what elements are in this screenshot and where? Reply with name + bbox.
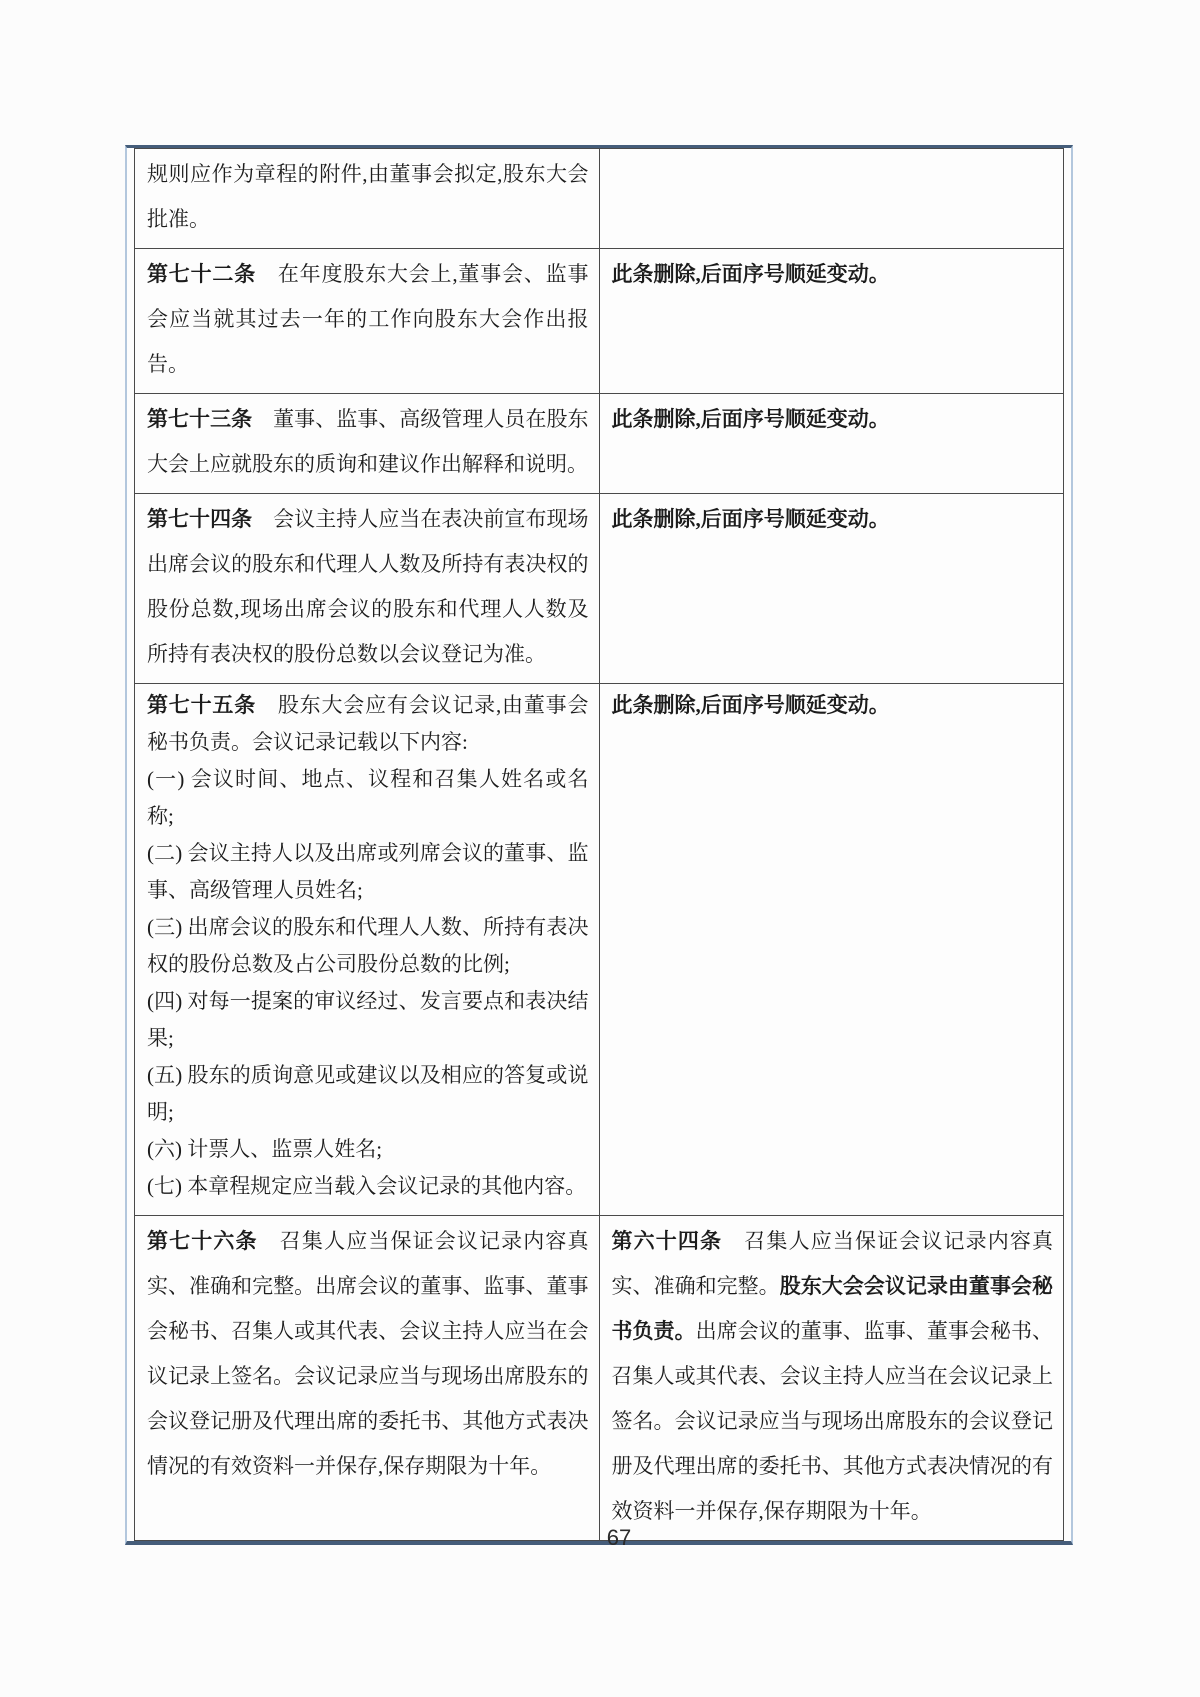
paragraph: 此条删除,后面序号顺延变动。: [611, 407, 890, 431]
paragraph: 第七十五条 股东大会应有会议记录,由董事会秘书负责。会议记录记载以下内容:: [147, 693, 589, 754]
paragraph: (七) 本章程规定应当载入会议记录的其他内容。: [147, 1174, 587, 1198]
comparison-table-frame: [125, 145, 1073, 1545]
paragraph: 第七十二条 在年度股东大会上,董事会、监事会应当就其过去一年的工作向股东大会作出报告。: [147, 262, 589, 376]
paragraph: 第七十六条 召集人应当保证会议记录内容真实、准确和完整。出席会议的董事、监事、董事会秘书、召集人或其代表、会议主持人应当在会议记录上签名。会议记录应当与现场出席股东的会议登记册及代理出席的委托书、其他方式表决情况的有效资料一并保存,保存期限为十年。: [147, 1229, 589, 1478]
amendment-note-cell: [599, 249, 1064, 394]
table-row: [135, 394, 1064, 494]
comparison-table: [134, 148, 1064, 1541]
table-row: [135, 1216, 1064, 1541]
table-row: [135, 149, 1064, 249]
paragraph: 此条删除,后面序号顺延变动。: [611, 507, 890, 531]
paragraph: 规则应作为章程的附件,由董事会拟定,股东大会批准。: [147, 162, 589, 231]
paragraph: (三) 出席会议的股东和代理人人数、所持有表决权的股份总数及占公司股份总数的比例;: [147, 915, 589, 976]
table-row: [135, 684, 1064, 1216]
original-article-cell: [135, 494, 600, 684]
paragraph: 此条删除,后面序号顺延变动。: [611, 693, 890, 717]
original-article-cell: [135, 1216, 600, 1541]
comparison-table-body: [135, 149, 1064, 1541]
original-article-cell: [135, 149, 600, 249]
paragraph: (五) 股东的质询意见或建议以及相应的答复或说明;: [147, 1063, 589, 1124]
paragraph: 此条删除,后面序号顺延变动。: [611, 262, 890, 286]
paragraph: (一) 会议时间、地点、议程和召集人姓名或名称;: [147, 767, 589, 828]
amendment-note-cell: [599, 394, 1064, 494]
amendment-note-cell: [599, 149, 1064, 249]
original-article-cell: [135, 684, 600, 1216]
amendment-note-cell: [599, 494, 1064, 684]
amendment-note-cell: [599, 684, 1064, 1216]
amendment-note-cell: [599, 1216, 1064, 1541]
original-article-cell: [135, 394, 600, 494]
paragraph: 第七十三条 董事、监事、高级管理人员在股东大会上应就股东的质询和建议作出解释和说明。: [147, 407, 589, 476]
page-number: 67: [606, 1525, 632, 1550]
paragraph: 第六十四条 召集人应当保证会议记录内容真实、准确和完整。股东大会会议记录由董事会秘书负责。出席会议的董事、监事、董事会秘书、召集人或其代表、会议主持人应当在会议记录上签名。会议记录应当与现场出席股东的会议登记册及代理出席的委托书、其他方式表决情况的有效资料一并保存,保存期限为十年。: [611, 1229, 1054, 1523]
paragraph: (六) 计票人、监票人姓名;: [147, 1137, 383, 1161]
paragraph: 第七十四条 会议主持人应当在表决前宣布现场出席会议的股东和代理人人数及所持有表决权的股份总数,现场出席会议的股东和代理人人数及所持有表决权的股份总数以会议登记为准。: [147, 507, 589, 666]
table-row: [135, 249, 1064, 394]
original-article-cell: [135, 249, 600, 394]
paragraph: (二) 会议主持人以及出席或列席会议的董事、监事、高级管理人员姓名;: [147, 841, 589, 902]
table-row: [135, 494, 1064, 684]
paragraph: (四) 对每一提案的审议经过、发言要点和表决结果;: [147, 989, 589, 1050]
